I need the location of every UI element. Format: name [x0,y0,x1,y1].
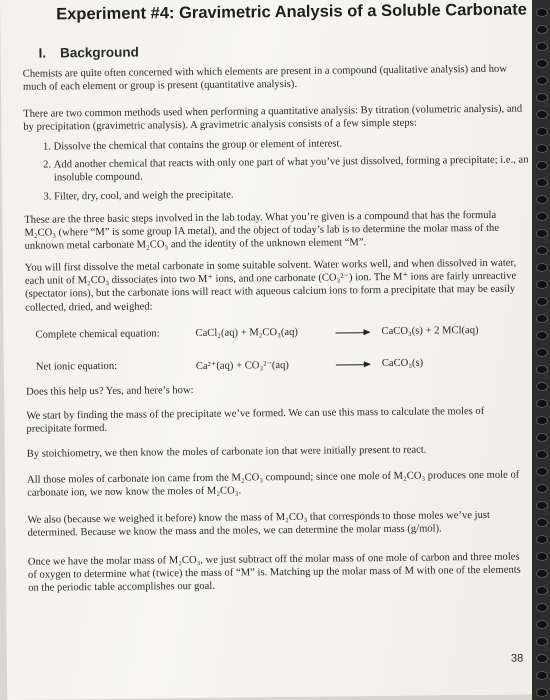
binding-ring [536,93,548,102]
binding-ring [536,416,548,425]
binding-ring [536,25,548,34]
equation-products: CaCO₃(s) [381,357,424,370]
binding-ring [536,671,548,680]
binding-ring [536,552,548,561]
reaction-arrow-icon [336,364,370,365]
binding-ring [536,620,548,629]
binding-ring [536,603,548,612]
question-paragraph: Does this help us? Yes, and here’s how: [26,384,194,398]
binding-ring [536,569,548,578]
binding-ring [536,382,548,391]
binding-ring [536,688,548,697]
binding-ring [536,365,548,374]
binding-ring [536,535,548,544]
binding-ring [536,110,548,119]
binding-ring [536,654,548,663]
equation-label: Complete chemical equation: [35,328,160,341]
binding-ring [536,263,548,272]
binding-ring [536,433,548,442]
dissolve-paragraph: You will first dissolve the metal carbonate in some suitable solvent. Water works well, and when dissolved in water, each unit of M₂CO₃ dissociates into two M⁺ ions, and one carbonate (CO₃²⁻) ion. The M⁺ ions are fairly unreactive (spectator ions), but the carbonate ions will react with aqueous calcium ions to form a precipitate that may be easily collected, dried, and weighed: [24,257,517,314]
binding-ring [536,8,548,17]
binding-ring [536,144,548,153]
binding-ring [536,399,548,408]
basic-steps-paragraph: These are the three basic steps involved in the lab today. What you’re given is a compound that has the formula M₂CO₃ (where “M” is some group IA metal), and the object of today’s lab is to determine the molar mass of the unknown metal carbonate M₂CO₃ and the identity of the unknown element “M”. [24,209,500,253]
binding-ring [536,280,548,289]
equation-reactants: CaCl₂(aq) + M₂CO₃(aq) [195,326,298,339]
net-ionic-equation [35,357,526,373]
binding-ring [536,637,548,646]
binding-ring [536,484,548,493]
molar-mass-paragraph: Once we have the molar mass of M₂CO₃, we just subtract off the molar mass of one mole of carbon and three moles of oxygen to determine what (twice) the mass of “M” is. Matching up the molar mass of M with one of the elements on the periodic table accomplishes our goal. [27,551,521,595]
reaction-arrow-icon [336,332,370,333]
start-paragraph: We start by finding the mass of the precipitate we’ve formed. We can use this mass to calculate the moles of precipitate formed. [26,405,485,435]
spiral-binding [532,0,550,700]
methods-paragraph: There are two common methods used when performing a quantitative analysis: By titration (volumetric analysis), and by precipitation (gravimetric analysis). A gravimetric analysis consists of a few simple steps: [23,103,523,133]
binding-ring [536,161,548,170]
equation-products: CaCO₃(s) + 2 MCl(aq) [381,325,479,338]
section-title: Background [59,44,139,61]
binding-ring [536,42,548,51]
binding-ring [536,518,548,527]
intro-paragraph: Chemists are quite often concerned with which elements are present in a compound (qualitative analysis) and how much of each element or group is present (quantitative analysis). [22,63,508,93]
step-item: 3. Filter, dry, cool, and weigh the precipitate. [54,185,550,203]
steps-list [23,135,550,208]
step-item: 2. Add another chemical that reacts with only one part of what you’ve just dissolved, forming a precipitate; i.e., an insoluble compound. [54,153,550,185]
binding-ring [536,450,548,459]
section-number: I. [38,45,47,61]
section-heading [38,44,152,60]
page-title: Experiment #4: Gravimetric Analysis of a Soluble Carbonate [56,0,527,24]
weighed-paragraph: We also (because we weighed it before) know the mass of M₂CO₃ that corresponds to those moles we’ve just determined. Because we know the mass and the moles, we can determine the molar mass (g/mol). [27,509,491,539]
binding-ring [536,195,548,204]
binding-ring [536,246,548,255]
binding-ring [536,59,548,68]
binding-ring [536,586,548,595]
binding-ring [536,178,548,187]
equation-reactants: Ca²⁺(aq) + CO₃²⁻(aq) [195,359,289,372]
step-item: 1. Dissolve the chemical that contains the group or element of interest. [53,135,550,153]
binding-ring [536,348,548,357]
page-number: 38 [510,652,524,665]
binding-ring [536,331,548,340]
binding-ring [536,127,548,136]
moles-paragraph: All those moles of carbonate ion came from the M₂CO₃ compound; since one mole of M₂CO₃ produces one mole of carbonate ion, we now know the moles of M₂CO₃. [26,469,520,499]
binding-ring [536,467,548,476]
complete-equation [35,325,525,341]
binding-ring [536,76,548,85]
binding-ring [536,212,548,221]
binding-ring [536,297,548,306]
binding-ring [536,501,548,510]
equation-label: Net ionic equation: [35,360,118,373]
stoichiometry-paragraph: By stoichiometry, we then know the moles of carbonate ion that were initially present to react. [26,444,427,460]
binding-ring [536,314,548,323]
binding-ring [536,229,548,238]
